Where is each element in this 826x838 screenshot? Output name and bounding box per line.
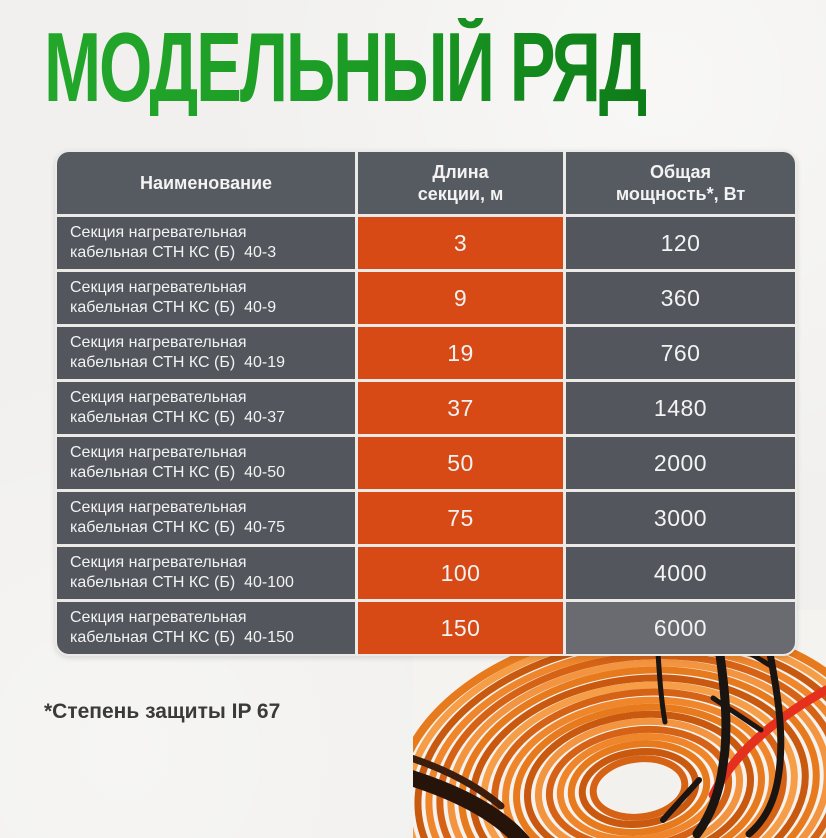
table-row xyxy=(57,217,795,269)
cell-product-name: Секция нагревательная кабельная СТН КС (Б) 40-3 xyxy=(57,217,355,269)
cell-length-value: 150 xyxy=(358,602,563,654)
cell-length-value: 9 xyxy=(358,272,563,324)
model-table xyxy=(55,150,797,656)
cell-power-value: 3000 xyxy=(566,492,795,544)
table-row xyxy=(57,327,795,379)
cell-power-value: 1480 xyxy=(566,382,795,434)
header-cell-length: Длина секции, м xyxy=(358,152,563,214)
header-cell-power: Общая мощность*, Вт xyxy=(566,152,795,214)
cell-power-value: 4000 xyxy=(566,547,795,599)
cell-power-value: 2000 xyxy=(566,437,795,489)
cell-product-name: Секция нагревательная кабельная СТН КС (Б) 40-150 xyxy=(57,602,355,654)
table-row xyxy=(57,602,795,654)
cell-length-value: 37 xyxy=(358,382,563,434)
cell-power-value: 360 xyxy=(566,272,795,324)
page-title xyxy=(44,12,826,122)
cell-product-name: Секция нагревательная кабельная СТН КС (Б) 40-75 xyxy=(57,492,355,544)
cell-power-value: 760 xyxy=(566,327,795,379)
header-cell-name: Наименование xyxy=(57,152,355,214)
table-header-row xyxy=(57,152,795,214)
table-row xyxy=(57,547,795,599)
cell-product-name: Секция нагревательная кабельная СТН КС (Б) 40-19 xyxy=(57,327,355,379)
cell-length-value: 50 xyxy=(358,437,563,489)
cell-product-name: Секция нагревательная кабельная СТН КС (Б) 40-37 xyxy=(57,382,355,434)
footnote: *Степень защиты IP 67 xyxy=(44,700,281,723)
page-title-text: МОДЕЛЬНЫЙ РЯД xyxy=(44,12,646,122)
cell-length-value: 100 xyxy=(358,547,563,599)
cell-product-name: Секция нагревательная кабельная СТН КС (Б) 40-50 xyxy=(57,437,355,489)
table-row xyxy=(57,437,795,489)
cell-length-value: 75 xyxy=(358,492,563,544)
cell-length-value: 3 xyxy=(358,217,563,269)
cell-power-value: 120 xyxy=(566,217,795,269)
table-row xyxy=(57,272,795,324)
cell-product-name: Секция нагревательная кабельная СТН КС (Б) 40-100 xyxy=(57,547,355,599)
cell-power-value: 6000 xyxy=(566,602,795,654)
table-row xyxy=(57,382,795,434)
cell-length-value: 19 xyxy=(358,327,563,379)
cell-product-name: Секция нагревательная кабельная СТН КС (Б) 40-9 xyxy=(57,272,355,324)
table-row xyxy=(57,492,795,544)
